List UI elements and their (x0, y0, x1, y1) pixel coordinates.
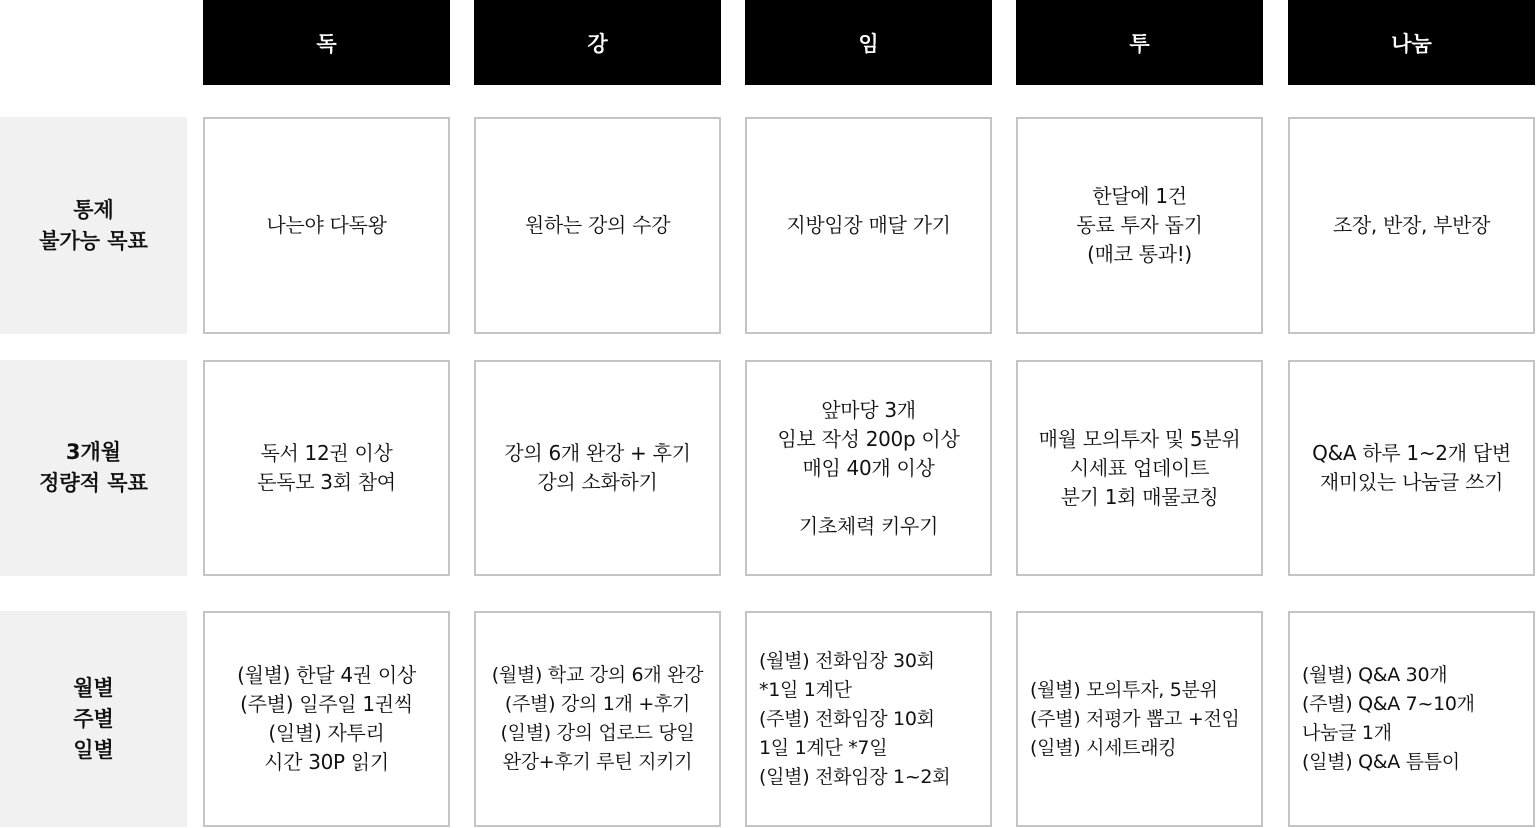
cell-text: (월별) Q&A 30개 (주별) Q&A 7~10개 나눔글 1개 (일별) Q&A 틈틈이 (1302, 664, 1475, 773)
cell-uncontrollable-dok (203, 117, 450, 334)
cell-periodic-gang (474, 611, 721, 827)
cell-text: Q&A 하루 1~2개 답변 재미있는 나눔글 쓰기 (1312, 441, 1511, 494)
cell-quarterly-tu (1016, 360, 1263, 576)
cell-quarterly-dok (203, 360, 450, 576)
cell-text: (월별) 한달 4권 이상 (주별) 일주일 1권씩 (일별) 자투리 시간 30P 읽기 (237, 663, 416, 774)
cell-periodic-tu (1016, 611, 1263, 827)
cell-text: 원하는 강의 수강 (524, 213, 671, 237)
cell-periodic-im (745, 611, 992, 827)
column-header-nanum: 나눔 (1288, 0, 1535, 85)
row-header-quarterly-goal (0, 360, 187, 576)
cell-text: 매월 모의투자 및 5분위 시세표 업데이트 분기 1회 매물코칭 (1038, 426, 1241, 509)
cell-text: 강의 6개 완강 + 후기 강의 소화하기 (504, 441, 691, 494)
cell-uncontrollable-im (745, 117, 992, 334)
cell-text: 조장, 반장, 부반장 (1332, 213, 1491, 237)
cell-text: 지방임장 매달 가기 (786, 213, 951, 237)
cell-periodic-dok (203, 611, 450, 827)
cell-uncontrollable-gang (474, 117, 721, 334)
row-header-label: 월별 주별 일별 (73, 675, 114, 762)
cell-text: 나는야 다독왕 (266, 213, 387, 237)
cell-periodic-nanum (1288, 611, 1535, 827)
cell-uncontrollable-nanum (1288, 117, 1535, 334)
cell-text: 독서 12권 이상 돈독모 3회 참여 (257, 441, 396, 494)
row-header-periodic-goal (0, 611, 187, 827)
row-header-uncontrollable-goal (0, 117, 187, 334)
cell-text: (월별) 학교 강의 6개 완강 (주별) 강의 1개 +후기 (일별) 강의 업로드 당일 완강+후기 루틴 지키기 (491, 664, 704, 773)
column-header-gang: 강 (474, 0, 721, 85)
cell-text: 한달에 1건 동료 투자 돕기 (매코 통과!) (1076, 184, 1203, 266)
cell-uncontrollable-tu (1016, 117, 1263, 334)
column-header-im: 임 (745, 0, 992, 85)
column-header-dok: 독 (203, 0, 450, 85)
cell-text: 앞마당 3개 임보 작성 200p 이상 매임 40개 이상 기초체력 키우기 (777, 397, 960, 538)
cell-text: (월별) 전화임장 30회 *1일 1계단 (주별) 전화임장 10회 1일 1계단 *7일 (일별) 전화임장 1~2회 (759, 649, 951, 788)
column-header-tu: 투 (1016, 0, 1263, 85)
cell-text: (월별) 모의투자, 5분위 (주별) 저평가 뽑고 +전임 (일별) 시세트래킹 (1030, 678, 1240, 759)
cell-quarterly-nanum (1288, 360, 1535, 576)
row-header-label: 3개월 정량적 목표 (39, 440, 148, 495)
row-header-label: 통제 불가능 목표 (39, 197, 148, 253)
cell-quarterly-gang (474, 360, 721, 576)
cell-quarterly-im (745, 360, 992, 576)
